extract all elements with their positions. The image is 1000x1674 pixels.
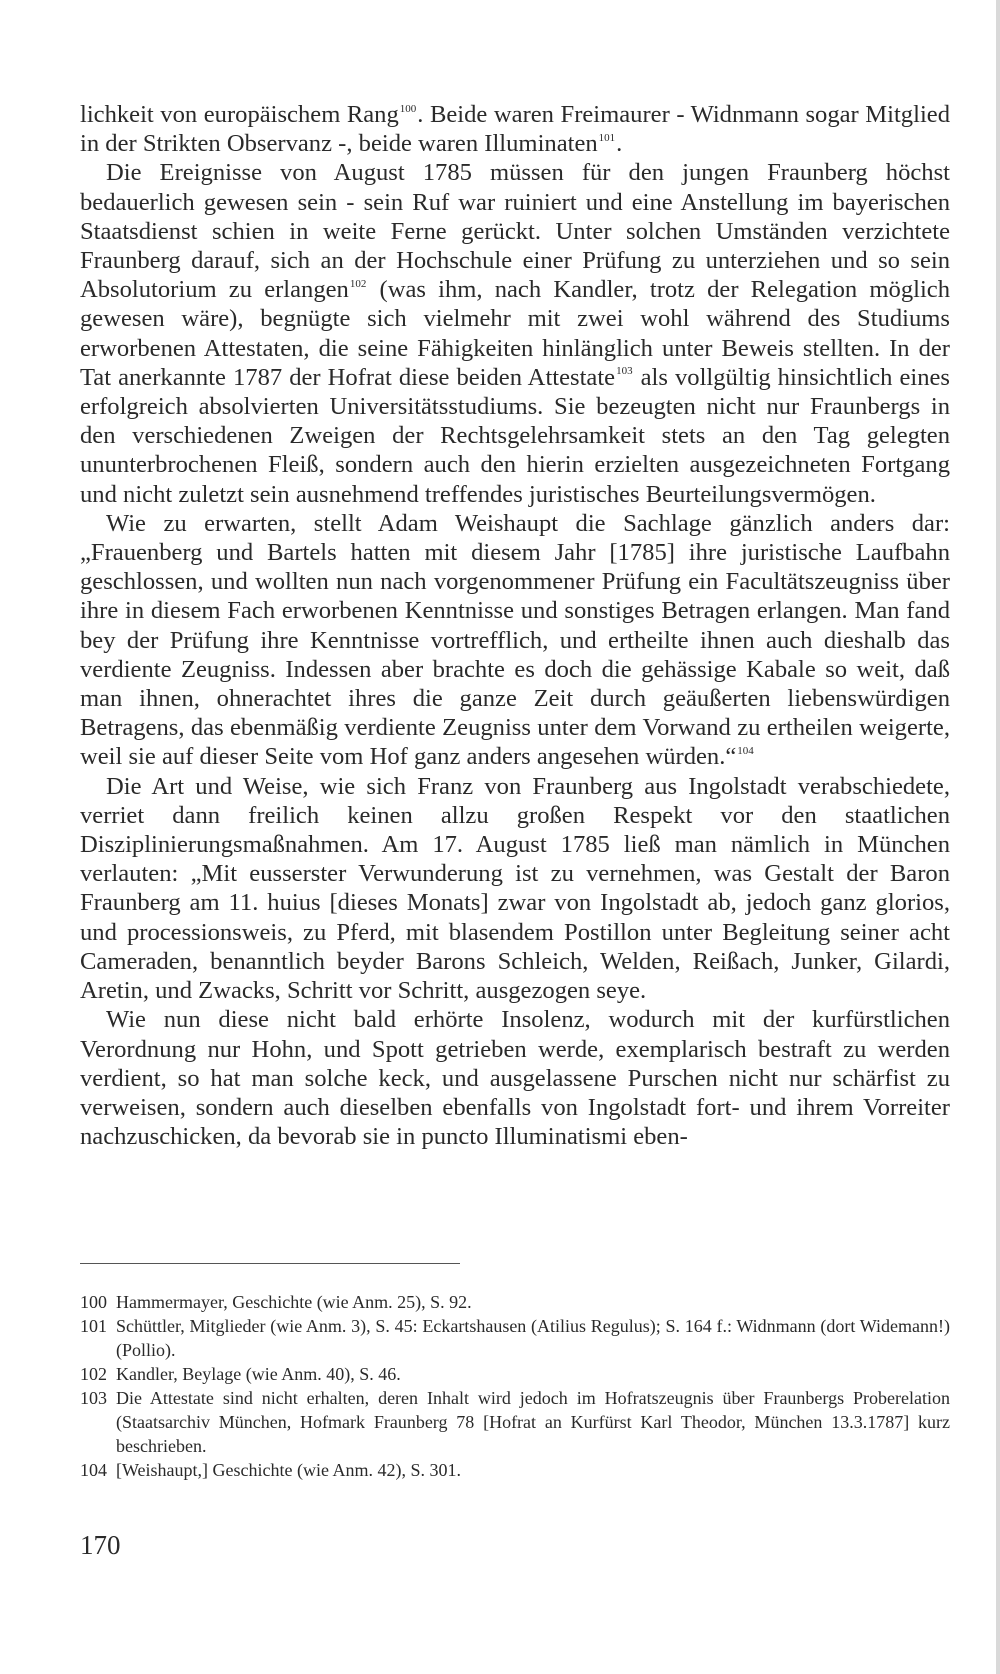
page-edge: [996, 0, 1000, 1674]
page-number: 170: [80, 1530, 121, 1560]
paragraph-3-text-a: Wie zu erwarten, stellt Adam Weishaupt die Sachlage gänzlich anders dar: „Frauenberg und Bartels hatten mit diesem Jahr [1785] ihre juristische Laufbahn geschlossen, und wollten nun nach vorgenommener Prüfung ein Facultätszeugniss über ihre in diesem Fach erworbenen Kenntnisse und sonstiges Betragen erlangen. Man fand bey der Prüfung ihre Kenntnisse vortrefflich, und ertheilte ihnen auch dieshalb das verdiente Zeugniss. Indessen aber brachte es doch die gehässige Kabale so weit, daß man ihnen, ohnerachtet ihres die ganze Zeit durch geäußerten liebenswürdigen Betragens, das ebenmäßig verdiente Zeugniss unter dem Vorwand zu ertheilen weigerte, weil sie auf dieser Seite vom Hof ganz anders angesehen würden.“: [80, 509, 950, 771]
paragraph-1-text-a: lichkeit von europäischem Rang: [80, 101, 399, 128]
footnotes: [80, 1290, 950, 1482]
footnote-ref-103[interactable]: 103: [616, 365, 633, 378]
paragraph-1-text-c: .: [616, 130, 623, 158]
footnote-number: 100: [80, 1292, 107, 1312]
paragraph-2-text-b: (was ihm, nach Kandler, trotz der Relegation möglich gewesen wäre), begnügte sich vielmehr mit zwei wohl während des Studiums erworbenen Attestaten, die seine Fähigkeiten hinlänglich unter Beweis stellten. In der Tat anerkannte 1787 der Hofrat diese beiden Attestate: [80, 276, 950, 391]
paragraph-2-text-c: als vollgültig hinsichtlich eines erfolgreich absolvierten Universitätsstudiums. Sie bezeugten nicht nur Fraunbergs in den verschiedenen Zweigen der Rechtsgelehrsamkeit stets an den Tag gelegten ununterbrochenen Fleiß, sondern auch den hierin erzielten ausgezeichneten Fortgang und nicht zuletzt sein ausnehmend treffendes juristisches Beurteilungsvermögen.: [80, 363, 950, 508]
footnote-number: 102: [80, 1364, 107, 1384]
footnote-text: Die Attestate sind nicht erhalten, deren Inhalt wird jedoch im Hofratszeugnis über Fraunbergs Proberelation (Staatsarchiv München, Hofmark Fraunberg 78 [Hofrat an Kurfürst Karl Theodor, München 13.3.1787] kurz beschrieben.: [116, 1388, 950, 1456]
paragraph-1-text-b: . Beide waren Freimaurer - Widnmann sogar Mitglied in der Strikten Observanz -, beide waren Illuminaten: [80, 101, 950, 158]
paragraph-3: [80, 509, 950, 772]
paragraph-4-text: Die Art und Weise, wie sich Franz von Fraunberg aus Ingolstadt verabschiedete, verriet dann freilich keinen allzu großen Respekt vor den staatlichen Disziplinierungsmaßnahmen. Am 17. August 1785 ließ man nämlich in München verlauten: „Mit eusserster Verwunderung ist zu vernehmen, was Gestalt der Baron Fraunberg am 11. huius [dieses Monats] zwar von Ingolstadt ab, jedoch ganz glorios, und processionsweis, zu Pferd, mit blasendem Postillon unter Begleitung seiner acht Cameraden, benanntlich beyder Barons Schleich, Welden, Reißach, Junker, Gilardi, Aretin, und Zwacks, Schritt vor Schritt, ausgezogen seye.: [80, 772, 950, 1005]
paragraph-5-text: Wie nun diese nicht bald erhörte Insolenz, wodurch mit der kurfürstlichen Verordnung nur Hohn, und Spott getrieben werde, exemplarisch bestraft zu werden verdient, so hat man solche keck, und ausgelassene Purschen nicht nur schärfist zu verweisen, sondern auch dieselben ebenfalls von Ingolstadt fort- und ihrem Vorreiter nachzuschicken, da bevorab sie in puncto Illuminatismi eben-: [80, 1006, 950, 1151]
paragraph-4: [80, 772, 950, 1006]
footnote-divider: [80, 1263, 460, 1264]
footnote-100: [80, 1290, 950, 1314]
footnote-text: Schüttler, Mitglieder (wie Anm. 3), S. 45: Eckartshausen (Atilius Regulus); S. 164 f.: Widnmann (dort Widemann!) (Pollio).: [116, 1316, 950, 1360]
main-text: [80, 100, 950, 1151]
paragraph-2-text-a: Die Ereignisse von August 1785 müssen für den jungen Fraunberg höchst bedauerlich gewesen sein - sein Ruf war ruiniert und eine Anstellung im bayerischen Staatsdienst schien in weite Ferne gerückt. Unter solchen Umständen verzichtete Fraunberg darauf, sich an der Hochschule einer Prüfung zu unterziehen und so sein Absolutorium zu erlangen: [80, 159, 950, 304]
footnote-ref-104[interactable]: 104: [737, 745, 754, 758]
footnote-101: [80, 1314, 950, 1362]
footnote-103: [80, 1386, 950, 1458]
footnote-text: [Weishaupt,] Geschichte (wie Anm. 42), S. 301.: [116, 1460, 461, 1480]
paragraph-2: [80, 158, 950, 508]
footnote-number: 104: [80, 1460, 107, 1480]
footnote-number: 101: [80, 1316, 107, 1336]
footnote-ref-102[interactable]: 102: [349, 277, 367, 290]
footnote-ref-100[interactable]: 100: [399, 102, 417, 115]
footnote-102: [80, 1362, 950, 1386]
footnote-ref-101[interactable]: 101: [598, 131, 616, 144]
footnote-number: 103: [80, 1388, 107, 1408]
footnote-text: Hammermayer, Geschichte (wie Anm. 25), S. 92.: [116, 1292, 472, 1312]
paragraph-5: [80, 1005, 950, 1151]
footnote-text: Kandler, Beylage (wie Anm. 40), S. 46.: [116, 1364, 401, 1384]
footnote-104: [80, 1458, 950, 1482]
paragraph-1: [80, 100, 950, 158]
